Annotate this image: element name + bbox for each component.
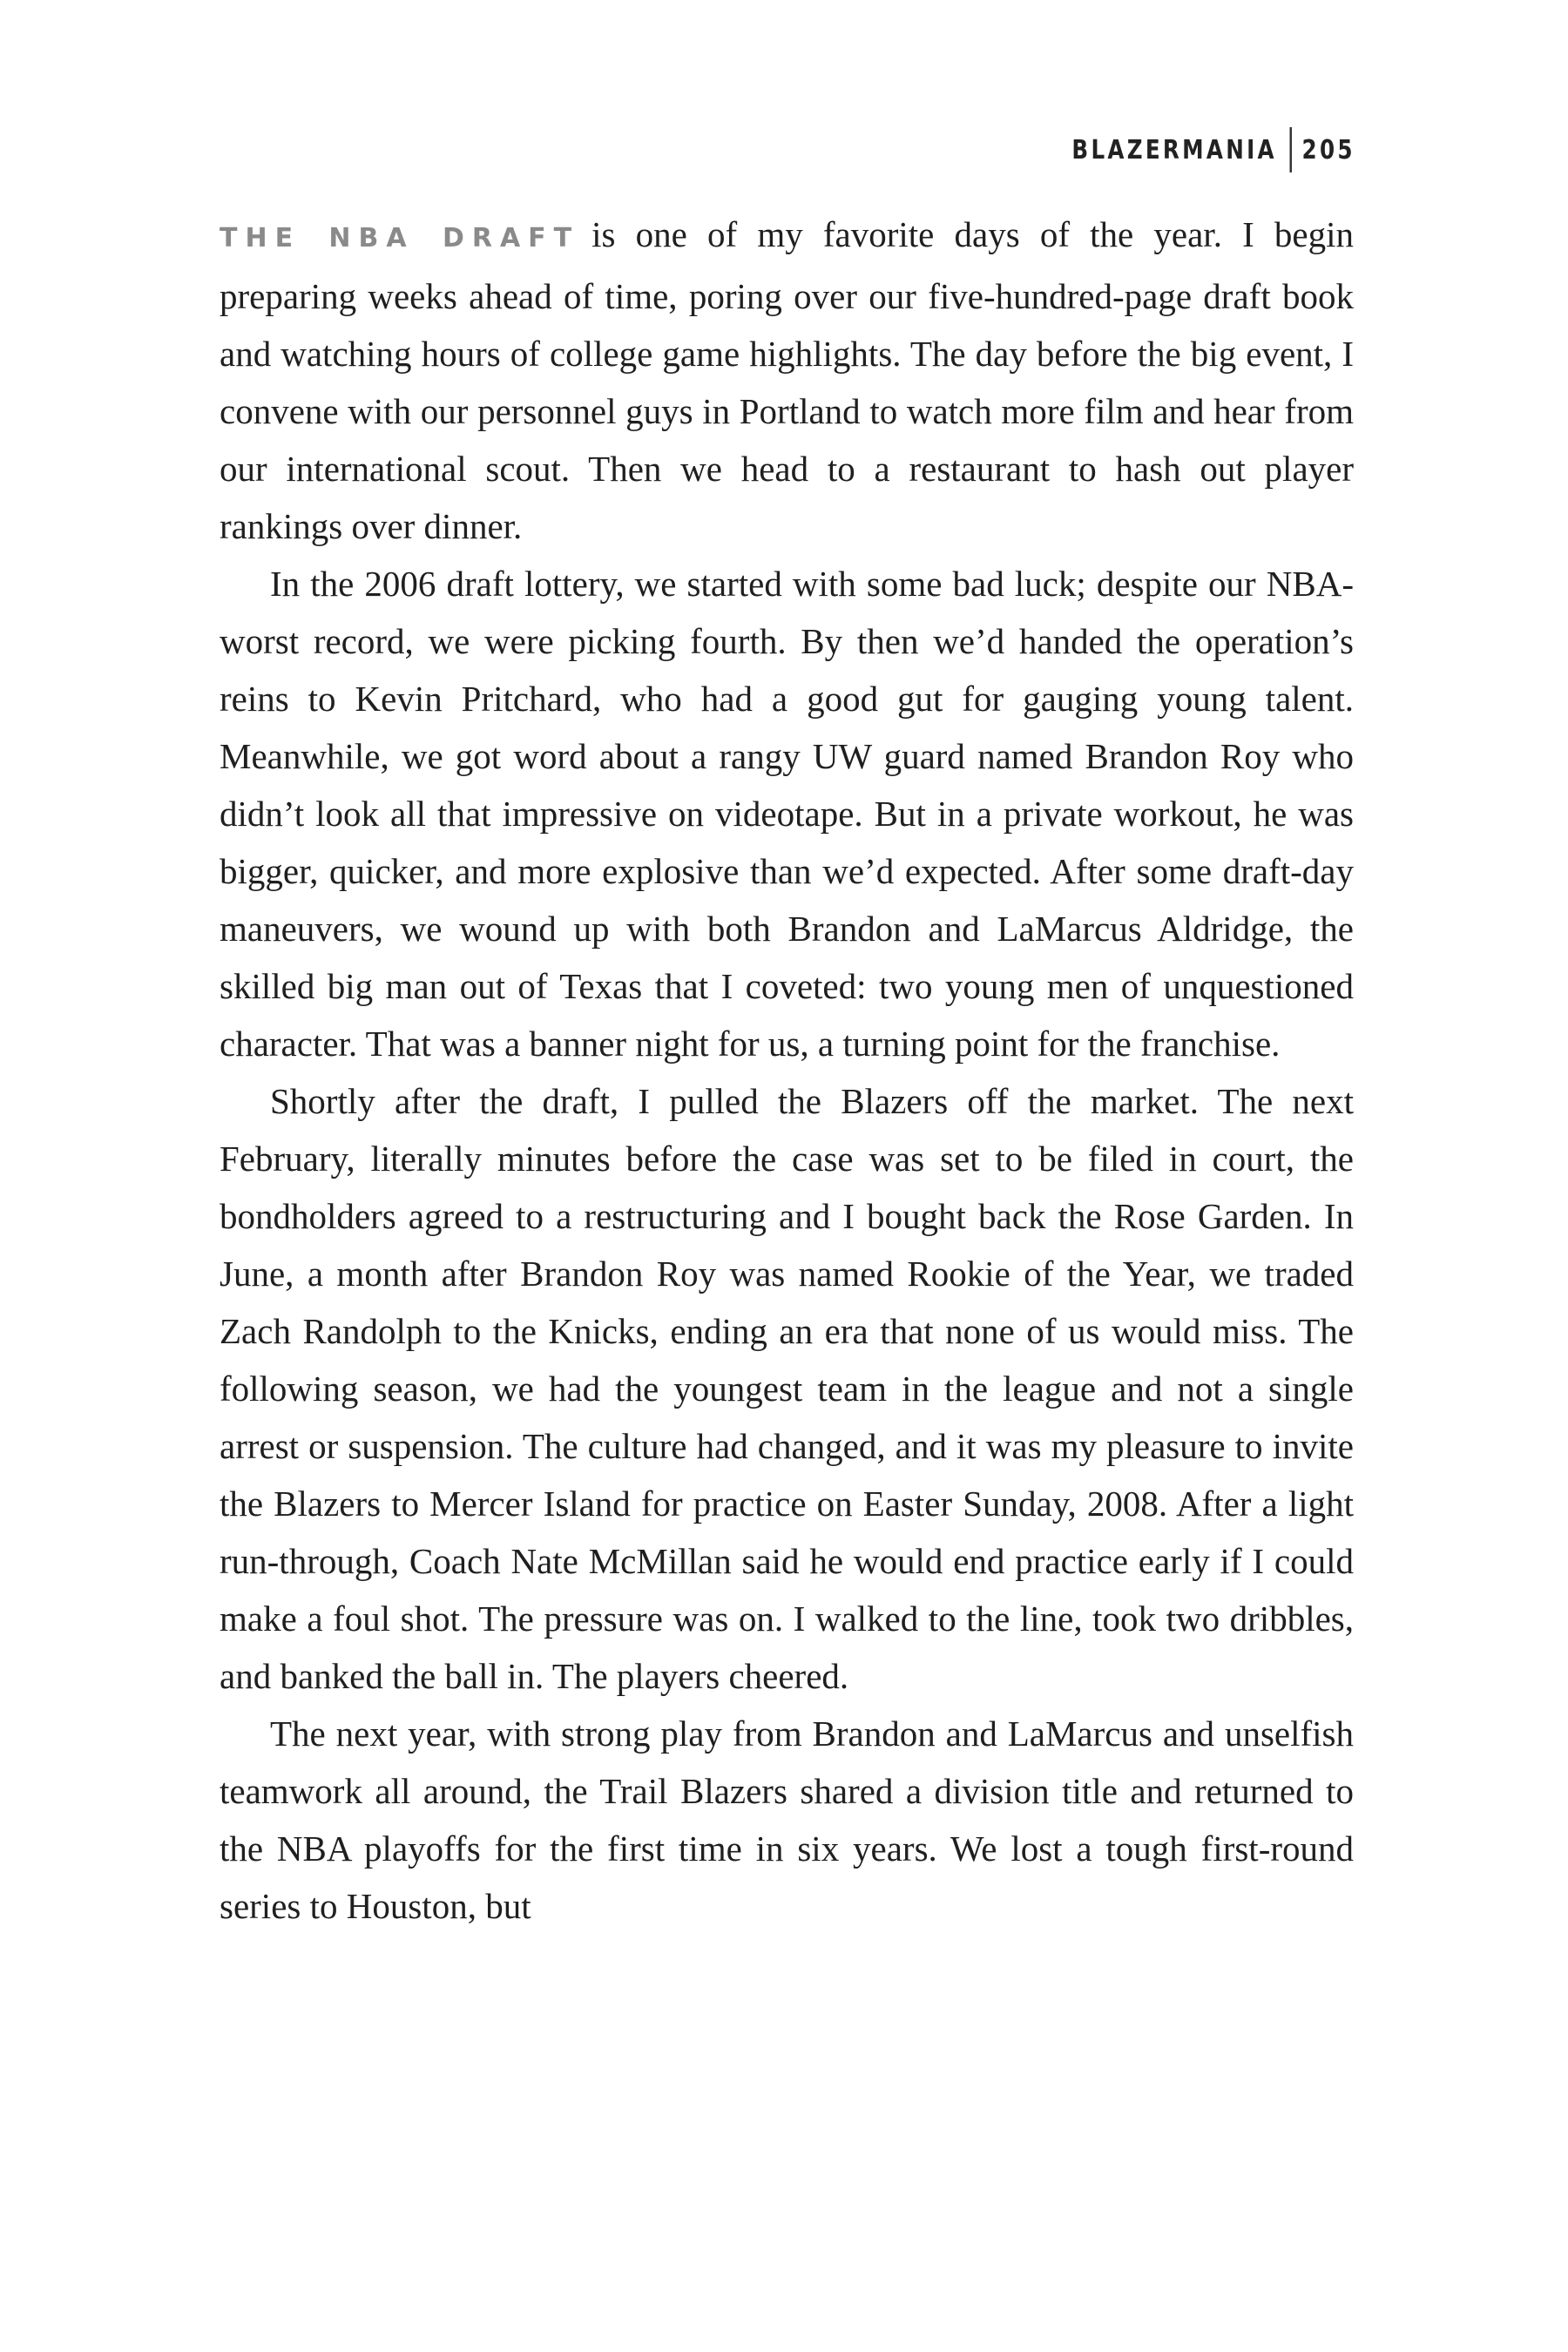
running-head <box>1072 127 1355 172</box>
body-text <box>220 206 1354 1935</box>
paragraph-1-text: is one of my favorite days of the year. I begin preparing weeks ahead of time, poring over our five-hundred-page draft book and watching hours of college game highlights. The day before the big event, I convene with our personnel guys in Portland to watch more film and hear from our international scout. Then we head to a restaurant to hash out player rankings over dinner. <box>220 214 1355 546</box>
paragraph-2: In the 2006 draft lottery, we started with some bad luck; despite our NBA-worst record, we were picking fourth. By then we’d handed the operation’s reins to Kevin Pritchard, who had a good gut for gauging young talent. Meanwhile, we got word about a rangy UW guard named Brandon Roy who didn’t look all that impressive on videotape. But in a private workout, he was bigger, quicker, and more explosive than we’d expected. After some draft-day maneuvers, we wound up with both Brandon and LaMarcus Aldridge, the skilled big man out of Texas that I coveted: two young men of unquestioned character. That was a banner night for us, a turning point for the franchise. <box>220 564 1354 1064</box>
header-divider <box>1290 127 1292 172</box>
running-title: BLAZERMANIA <box>1071 134 1278 166</box>
paragraph-3: Shortly after the draft, I pulled the Blazers off the market. The next February, literally minutes before the case was set to be filed in court, the bondholders agreed to a restructuring and I bought back the Rose Garden. In June, a month after Brandon Roy was named Rookie of the Year, we traded Zach Randolph to the Knicks, ending an era that none of us would miss. The following season, we had the youngest team in the league and not a single arrest or suspension. The culture had changed, and it was my pleasure to invite the Blazers to Mercer Island for practice on Easter Sunday, 2008. After a light run-through, Coach Nate McMillan said he would end practice early if I could make a foul shot. The pressure was on. I walked to the line, took two dribbles, and banked the ball in. The players cheered. <box>220 1081 1354 1696</box>
page-number: 205 <box>1301 134 1355 166</box>
lead-in: THE NBA DRAFT <box>220 223 580 253</box>
paragraph-1 <box>220 206 1354 555</box>
paragraph-4: The next year, with strong play from Brandon and LaMarcus and unselfish teamwork all around, the Trail Blazers shared a division title and returned to the NBA playoffs for the first time in six years. We lost a tough first-round series to Houston, but <box>220 1713 1354 1926</box>
